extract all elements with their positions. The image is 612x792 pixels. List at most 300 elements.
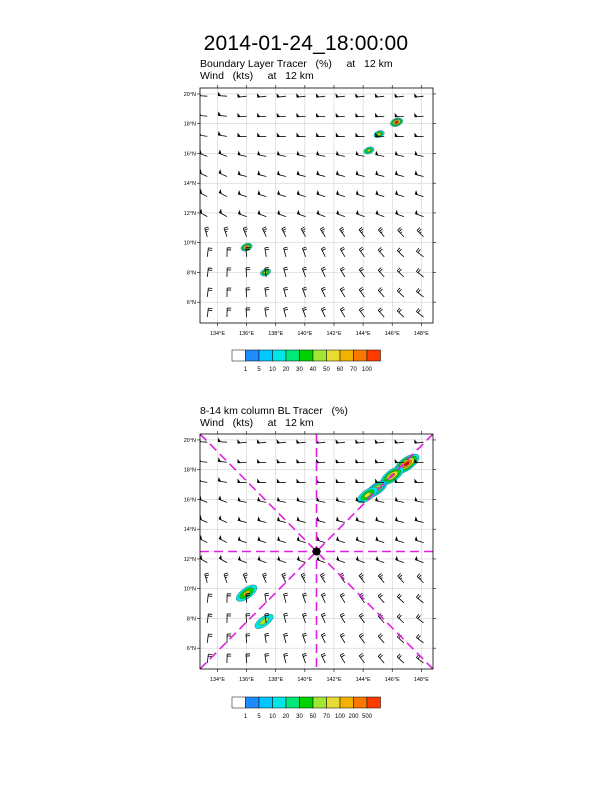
wind-barb [336,170,345,176]
wind-barb [415,170,424,176]
barb-feather [264,231,266,232]
barb-pennant [355,113,358,117]
barb-pennant [237,113,240,117]
barb-shaft [359,616,364,623]
wind-barb [336,459,345,463]
colorbar-box [340,697,354,708]
colorbar-box [313,697,327,708]
wind-barb [416,634,423,643]
wind-barb [340,247,345,257]
wind-barb [359,227,365,237]
wind-barb [359,653,364,663]
x-tick-label: 142°E [326,677,342,683]
barb-feather [321,633,325,635]
barb-pennant [375,479,378,483]
wind-barb [415,190,424,196]
wind-barb [284,247,288,257]
barb-feather [206,577,208,578]
barb-feather [341,269,344,271]
wind-barb [395,190,404,196]
wind-barb [359,573,365,583]
barb-shaft [336,214,344,217]
barb-shaft [417,577,424,583]
barb-feather [359,307,362,309]
colorbar-box [354,350,368,361]
barb-pennant [415,170,418,175]
panel2-title-line2: Wind (kts) at 12 km [200,417,314,429]
barb-pennant [375,459,378,463]
barb-pennant [277,459,280,463]
wind-barb [397,308,404,317]
wind-barb [284,267,288,277]
barb-feather [284,653,288,654]
wind-barb [415,516,424,522]
barb-pennant [355,133,358,137]
wind-barb [258,210,266,217]
barb-pennant [277,113,280,117]
barb-feather [378,227,381,230]
barb-shaft [219,539,227,543]
barb-feather [322,269,326,271]
colorbar-label: 100 [361,367,373,373]
barb-feather [284,269,288,270]
wind-barb [265,308,269,318]
wind-barb [336,516,345,522]
colorbar-box [259,697,273,708]
barb-feather [225,575,229,576]
barb-pennant [296,133,299,137]
barb-feather [378,573,381,576]
plot-area [198,434,433,669]
barb-feather [341,635,344,637]
wind-barb [284,593,288,603]
barb-feather [380,635,383,638]
wind-barb [395,170,404,176]
x-tick-label: 142°E [326,331,342,337]
wind-barb [375,113,384,117]
wind-barb [416,594,423,603]
wind-barb [296,459,305,463]
wind-barb [316,459,325,463]
barb-feather [302,593,306,594]
barb-pennant [395,497,398,502]
wind-barb [265,247,269,257]
barb-shaft [258,540,267,543]
barb-feather [302,287,306,288]
barb-pennant [316,113,319,117]
barb-feather [397,614,400,617]
barb-pennant [238,133,241,137]
barb-shaft [378,636,384,643]
barb-shaft [207,308,208,317]
wind-barb [265,654,269,664]
wind-barb [378,593,384,602]
plot-area [198,88,433,323]
wind-barb [317,516,326,522]
barb-pennant [237,459,240,463]
wind-barb [237,113,246,117]
barb-feather [284,655,288,656]
barb-pennant [415,516,418,521]
x-tick-label: 144°E [355,331,371,337]
cross-center-marker [313,548,321,556]
wind-barb [238,556,246,563]
wind-barb [265,287,269,297]
barb-feather [361,232,363,233]
barb-feather [417,574,420,577]
wind-barb [378,654,384,663]
wind-barb [219,495,227,502]
barb-pennant [316,133,319,137]
barb-feather [359,267,362,269]
wind-barb [258,516,267,522]
barb-feather [224,227,228,228]
barb-pennant [355,479,358,483]
barb-feather [418,636,420,639]
barb-feather [282,227,286,229]
colorbar-label: 50 [309,714,317,720]
barb-feather [378,288,381,291]
barb-feather [265,593,269,594]
barb-feather [400,578,401,579]
wind-barb [398,227,404,236]
wind-barb [359,307,364,317]
wind-barb [317,170,326,176]
barb-feather [380,595,383,598]
colorbar-label: 10 [269,714,276,720]
barb-feather [399,575,402,578]
wind-barb [359,613,364,623]
x-tick-label: 146°E [384,677,400,683]
y-tick-label: 16°N [183,151,196,158]
barb-feather [323,231,325,232]
barb-pennant [296,459,299,463]
wind-barb [258,170,267,176]
barb-pennant [356,516,359,521]
wind-barb [238,210,246,217]
barb-feather [303,577,305,578]
barb-feather [265,249,269,250]
wind-barb [297,516,306,522]
barb-feather [263,229,267,231]
wind-barb [376,190,385,196]
barb-feather [284,309,288,310]
wind-barb [321,267,325,277]
wind-barb [321,593,325,603]
barb-pennant [395,133,398,137]
barb-shaft [416,638,423,643]
barb-feather [205,227,209,228]
colorbar-label: 5 [257,367,261,373]
colorbar-label: 500 [361,714,373,720]
barb-shaft [415,214,423,217]
barb-feather [399,615,402,618]
barb-pennant [257,479,260,483]
wind-barb [376,210,384,217]
barb-shaft [297,501,306,503]
barb-pennant [336,497,339,502]
barb-pennant [238,170,241,175]
barb-shaft [297,540,306,543]
barb-shaft [317,194,326,197]
wind-barb [336,190,345,196]
barb-feather [418,269,420,272]
barb-feather [397,594,400,597]
colorbar [232,697,381,720]
barb-feather [302,267,306,268]
barb-feather [265,633,269,634]
wind-barb [258,556,266,563]
barb-shaft [238,194,247,197]
wind-barb [296,113,305,117]
barb-pennant [297,516,300,521]
barb-feather [380,575,383,578]
wind-barb [227,308,231,317]
barb-feather [399,655,402,658]
barb-pennant [277,151,280,156]
barb-feather [283,575,287,577]
barb-shaft [397,597,404,603]
barb-feather [265,289,269,290]
barb-feather [301,227,304,229]
wind-barb [219,189,227,197]
wind-barb [205,573,209,583]
barb-feather [321,653,325,655]
wind-barb [378,634,384,643]
wind-barb [321,633,325,643]
barb-feather [359,247,362,249]
barb-pennant [375,113,378,117]
barb-feather [340,653,343,655]
barb-feather [244,229,248,230]
colorbar-label: 20 [282,714,290,720]
x-tick-label: 138°E [268,677,284,683]
barb-feather [302,307,306,308]
wind-barb [397,248,404,257]
barb-feather [321,229,324,231]
wind-barb [416,288,423,297]
barb-pennant [336,170,339,175]
barb-pennant [277,479,280,483]
barb-feather [284,613,288,614]
barb-feather [322,615,326,617]
wind-barb [277,459,286,463]
x-tick-label: 134°E [209,331,225,337]
wind-barb [397,654,404,663]
wind-barb [296,133,305,137]
barb-shaft [265,308,266,317]
barb-shaft [397,617,404,623]
barb-shaft [378,576,384,583]
barb-pennant [356,170,359,175]
wind-barb [414,479,423,483]
barb-shaft [417,231,424,237]
barb-feather [341,229,344,231]
barb-pennant [277,516,280,521]
colorbar-label: 5 [257,714,261,720]
colorbar-box [273,350,287,361]
barb-shaft [218,115,227,116]
y-tick-label: 12°N [183,556,196,563]
wind-barb [317,190,326,196]
colorbar-label: 60 [336,367,344,373]
wind-barb [417,228,424,237]
colorbar-box [246,350,260,361]
y-tick-label: 6°N [186,300,196,307]
wind-barb [336,556,344,563]
barb-feather [417,228,420,231]
barb-shaft [265,288,266,297]
barb-pennant [238,479,241,483]
wind-barb [395,113,404,117]
barb-feather [420,578,421,579]
wind-barb [415,536,424,542]
wind-barb [207,308,212,317]
wind-barb [321,307,325,317]
barb-feather [359,613,362,615]
wind-barb [340,307,345,317]
wind-barb [395,210,403,217]
wind-barb [238,516,247,522]
barb-feather [302,653,306,654]
wind-barb [277,556,285,563]
y-tick-label: 10°N [183,586,196,593]
barb-shaft [336,501,345,503]
wind-barb [297,190,306,196]
barb-feather [340,633,343,635]
wind-barb [207,288,212,297]
x-tick-label: 144°E [355,677,371,683]
wind-barb [207,634,212,643]
wind-barb [265,633,269,643]
wind-barb [284,633,288,643]
wind-barb [238,133,247,137]
barb-shaft [317,540,326,543]
barb-pennant [199,169,202,174]
wind-barb [378,288,384,297]
barb-shaft [207,248,208,257]
wind-barb [207,248,212,257]
barb-shaft [265,248,266,257]
barb-shaft [359,230,365,237]
wind-barb [219,515,227,522]
y-tick-label: 20°N [183,91,196,98]
barb-pennant [218,131,221,135]
barb-pennant [257,459,260,463]
wind-barb [219,149,227,156]
panel-1 [184,85,436,373]
barb-feather [322,289,326,291]
barb-feather [303,231,305,232]
barb-pennant [296,113,299,117]
wind-barb [297,210,305,217]
wind-barb [199,189,207,197]
barb-shaft [207,654,208,663]
barb-feather [262,227,266,229]
barb-pennant [395,516,398,521]
barb-shaft [238,501,247,503]
y-tick-label: 14°N [183,527,196,534]
barb-feather [341,595,344,597]
y-tick-label: 10°N [183,240,196,247]
wind-barb [297,556,305,563]
barb-shaft [219,193,227,197]
wind-barb [262,227,266,237]
colorbar-label: 20 [282,367,290,373]
barb-shaft [277,540,286,543]
colorbar-label: 200 [348,714,359,720]
wind-barb [284,653,288,663]
wind-barb [336,210,344,217]
barb-feather [420,232,421,233]
barb-shaft [376,540,385,543]
barb-pennant [336,151,339,156]
barb-shaft [416,292,423,297]
x-tick-label: 134°E [209,677,225,683]
wind-barb [398,573,404,582]
barb-feather [321,593,325,595]
wind-barb [224,227,228,237]
barb-feather [282,573,286,575]
wind-barb [277,170,286,176]
barb-shaft [359,290,364,297]
wind-barb [359,287,364,297]
wind-barb [199,535,207,543]
barb-feather [245,577,247,578]
colorbar-label: 70 [350,367,357,373]
wind-barb [227,594,231,603]
x-tick-label: 148°E [413,331,429,337]
wind-barb [359,247,364,257]
barb-shaft [397,657,404,663]
x-tick-label: 136°E [239,677,255,683]
barb-feather [378,634,381,637]
barb-feather [378,247,381,250]
panel2-title-line1: 8-14 km column BL Tracer (%) [200,405,348,417]
y-tick-label: 6°N [186,646,196,653]
wind-barb [340,267,345,277]
barb-feather [399,229,402,232]
barb-feather [380,229,383,232]
wind-barb [359,267,364,277]
colorbar-box [300,350,314,361]
barb-shaft [398,230,404,237]
barb-shaft [416,597,423,602]
barb-feather [284,633,288,634]
wind-barb [219,169,227,176]
barb-shaft [317,214,325,217]
barb-pennant [238,516,241,521]
barb-feather [284,289,288,290]
barb-shaft [207,614,208,623]
barb-pennant [414,479,417,483]
barb-feather [359,227,362,229]
wind-barb [414,133,423,137]
barb-pennant [257,133,260,137]
colorbar-label: 30 [296,367,303,373]
barb-shaft [238,540,247,543]
barb-feather [302,633,306,634]
barb-feather [418,310,420,313]
wind-barb [277,536,286,542]
barb-pennant [336,113,339,117]
barb-pennant [297,497,300,502]
main-title: 2014-01-24_18:00:00 [203,32,409,55]
wind-barb [257,479,266,483]
wind-barb [415,556,423,563]
barb-feather [244,575,248,576]
wind-barb [284,287,288,297]
